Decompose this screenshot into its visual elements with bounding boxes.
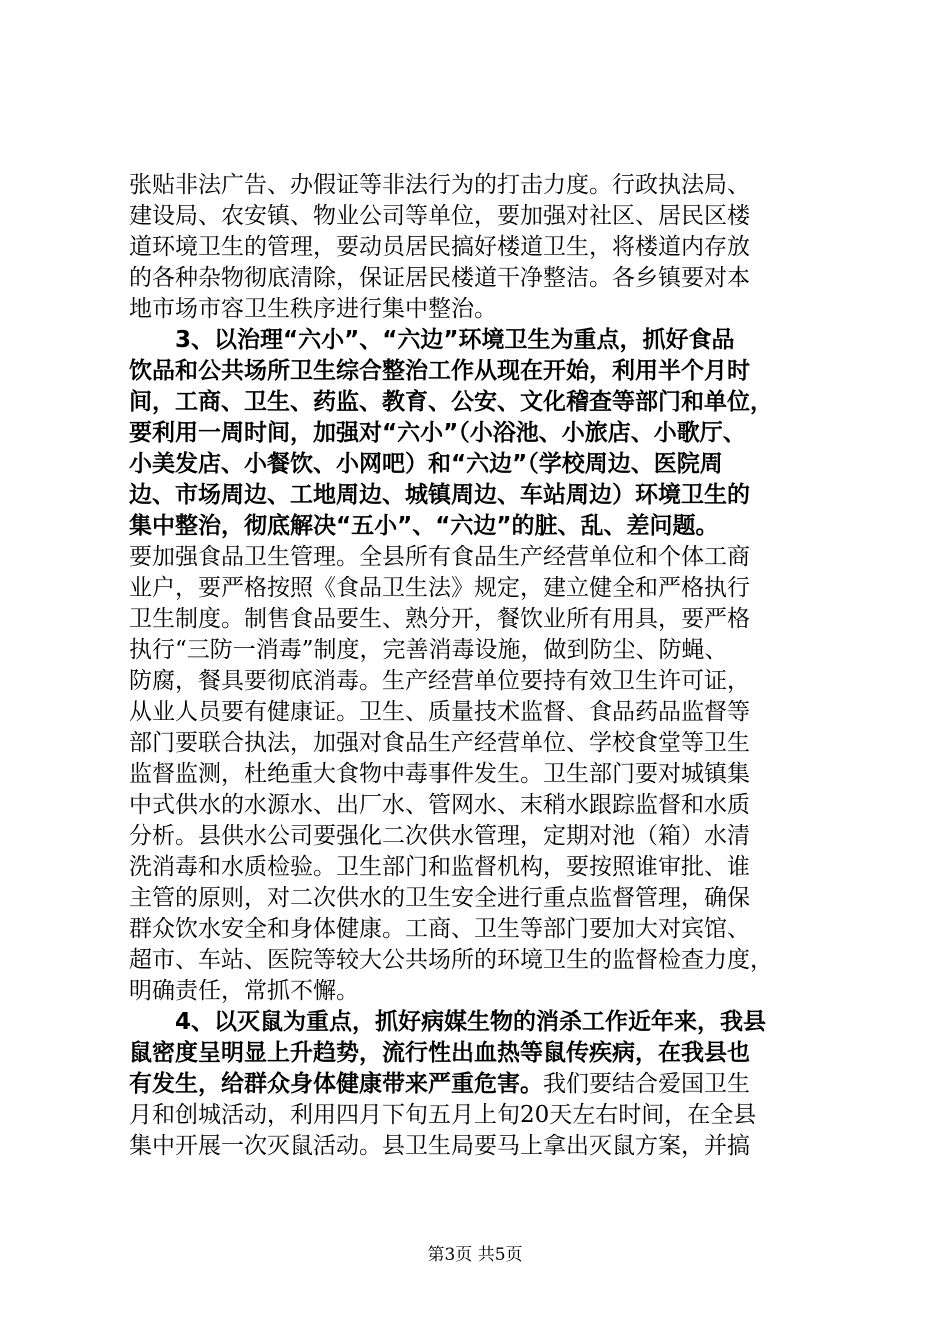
text-line: 分析。县供水公司要强化二次供水管理，定期对池（箱）水清 [129,823,750,849]
document-body [129,170,829,1162]
text-line [129,1069,829,1100]
text-line: 小美发店、小餐饮、小网吧）和“六边”（学校周边、医院周 [129,451,723,477]
text-line: 群众饮水安全和身体健康。工商、卫生等部门要加大对宾馆、 [129,916,750,942]
text-line: 要利用一周时间，加强对“六小”（小浴池、小旅店、小歌厅、 [129,420,746,446]
text-line: 洗消毒和水质检验。卫生部门和监督机构，要按照谁审批、谁 [129,854,750,880]
text-line: 鼠密度呈明显上升趋势，流行性出血热等鼠传疾病，在我县也 [129,1040,750,1066]
text-line: 地市场市容卫生秩序进行集中整治。 [129,296,497,322]
text-line: 防腐，餐具要彻底消毒。生产经营单位要持有效卫生许可证， [129,668,750,694]
text-line: 主管的原则，对二次供水的卫生安全进行重点监督管理，确保 [129,885,750,911]
text-line: 部门要联合执法，加强对食品生产经营单位、学校食堂等卫生 [129,730,750,756]
text-line: 间，工商、卫生、药监、教育、公安、文化稽查等部门和单位， [129,389,773,415]
text-line: 要加强食品卫生管理。全县所有食品生产经营单位和个体工商 [129,544,750,570]
text-line: 的各种杂物彻底清除，保证居民楼道干净整洁。各乡镇要对本 [129,265,750,291]
paragraph [129,170,829,325]
text-line: 超市、车站、医院等较大公共场所的环境卫生的监督检查力度， [129,947,773,973]
text-line: 道环境卫生的管理，要动员居民搞好楼道卫生，将楼道内存放 [129,234,750,260]
text-line: 4、以灭鼠为重点，抓好病媒生物的消杀工作近年来，我县 [175,1009,767,1035]
paragraph [129,325,829,1007]
text-line: 集中整治，彻底解决“五小”、“六边”的脏、乱、差问题。 [129,513,719,539]
text-line: 3、以治理“六小”、“六边”环境卫生为重点，抓好食品 [175,327,735,353]
page-footer: 第3页 共5页 [427,1245,523,1265]
normal-text-segment: 我们要结合爱国卫生 [543,1071,750,1097]
text-line: 从业人员要有健康证。卫生、质量技术监督、食品药品监督等 [129,699,750,725]
bold-text-segment: 有发生，给群众身体健康带来严重危害。 [129,1071,543,1097]
text-line: 中式供水的水源水、出厂水、管网水、末稍水跟踪监督和水质 [129,792,750,818]
text-line: 边、市场周边、工地周边、城镇周边、车站周边）环境卫生的 [129,482,750,508]
text-line: 明确责任，常抓不懈。 [129,978,359,1004]
text-line: 建设局、农安镇、物业公司等单位，要加强对社区、居民区楼 [129,203,750,229]
text-line: 执行“三防一消毒”制度，完善消毒设施，做到防尘、防蝇、 [129,637,728,663]
text-line: 张贴非法广告、办假证等非法行为的打击力度。行政执法局、 [129,172,750,198]
text-line: 饮品和公共场所卫生综合整治工作从现在开始，利用半个月时 [129,358,750,384]
paragraph [129,1007,829,1162]
text-line: 监督监测，杜绝重大食物中毒事件发生。卫生部门要对城镇集 [129,761,750,787]
text-line: 业户，要严格按照《食品卫生法》规定，建立健全和严格执行 [129,575,750,601]
text-line: 卫生制度。制售食品要生、熟分开，餐饮业所有用具，要严格 [129,606,750,632]
text-line: 月和创城活动，利用四月下旬五月上旬20天左右时间，在全县 [129,1102,757,1128]
text-line: 集中开展一次灭鼠活动。县卫生局要马上拿出灭鼠方案，并搞 [129,1133,750,1159]
